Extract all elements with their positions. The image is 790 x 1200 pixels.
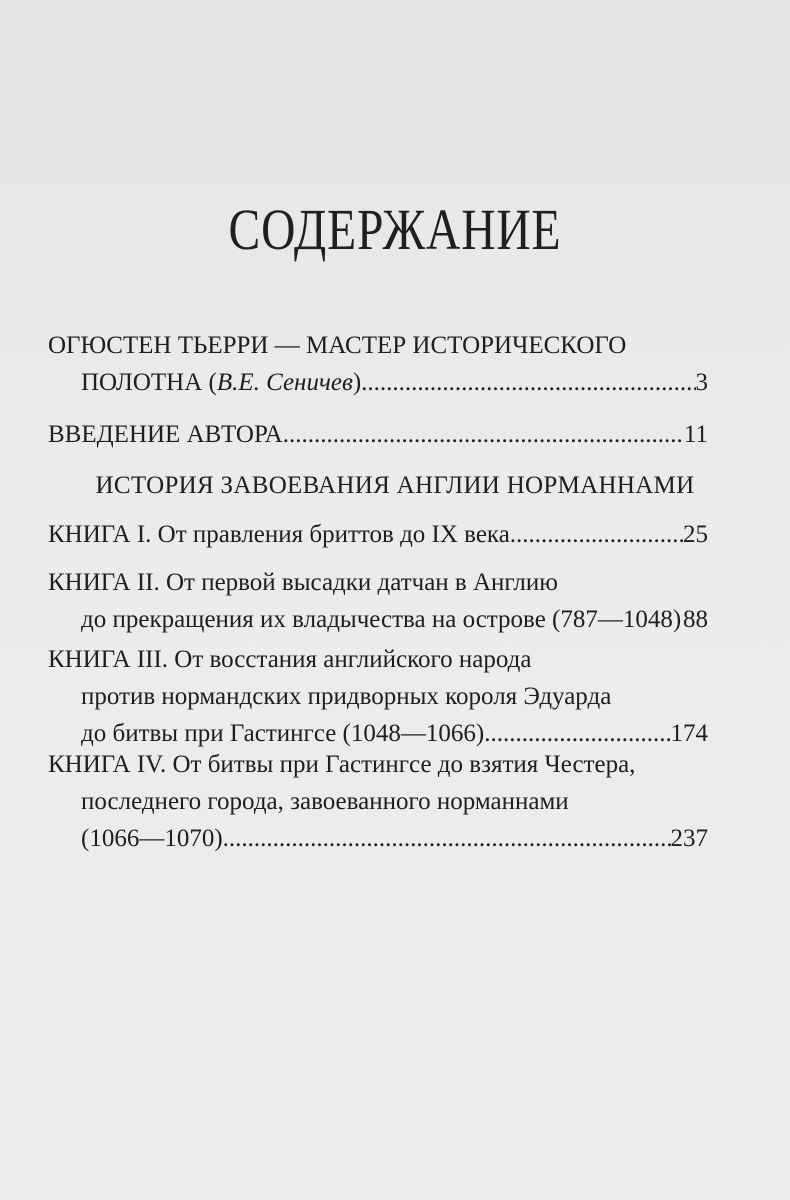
toc-text: до битвы при Гастингсе (1048—1066) xyxy=(81,720,485,747)
toc-line xyxy=(48,746,708,783)
toc-author: В.Е. Сеничев xyxy=(216,369,353,396)
toc-page-number: 174 xyxy=(670,720,708,747)
toc-line xyxy=(48,516,708,553)
toc-entry xyxy=(48,564,708,638)
toc-page-number: 11 xyxy=(683,421,708,448)
toc-text: ВВЕДЕНИЕ АВТОРА xyxy=(48,421,283,448)
toc-line xyxy=(48,783,708,820)
toc-text: КНИГА IV. От битвы при Гастингсе до взятия Честера, xyxy=(48,751,636,778)
toc-leader-dots xyxy=(361,364,695,401)
toc-page-number: 25 xyxy=(683,521,708,548)
toc-text xyxy=(81,364,361,401)
toc-line xyxy=(48,641,708,678)
toc-page-number: 88 xyxy=(683,606,708,633)
toc-line xyxy=(48,327,708,364)
toc-text: КНИГА III. От восстания английского народа xyxy=(48,646,532,673)
toc-entry xyxy=(48,641,708,752)
toc-text: КНИГА II. От первой высадки датчан в Англию xyxy=(48,569,558,596)
page-title: СОДЕРЖАНИЕ xyxy=(228,197,562,262)
toc-text: против нормандских придворных короля Эдуарда xyxy=(81,683,612,710)
toc-page-number: 3 xyxy=(695,369,708,396)
section-heading: ИСТОРИЯ ЗАВОЕВАНИЯ АНГЛИИ НОРМАННАМИ xyxy=(95,472,695,499)
toc-line xyxy=(48,601,708,638)
toc-text-part: ПОЛОТНА ( xyxy=(81,369,217,396)
toc-leader-dots xyxy=(283,416,684,453)
toc-entry xyxy=(48,746,708,857)
toc-line xyxy=(48,564,708,601)
toc-text: до прекращения их владычества на острове (787—1048) xyxy=(81,606,682,633)
toc-entry xyxy=(48,516,708,553)
toc-leader-dots xyxy=(223,820,671,857)
toc-text: КНИГА I. От правления бриттов до IX века xyxy=(48,521,510,548)
toc-text-part: ) xyxy=(352,369,362,396)
toc-leader-dots xyxy=(510,516,683,553)
toc-line xyxy=(48,364,708,401)
toc-text: ОГЮСТЕН ТЬЕРРИ — МАСТЕР ИСТОРИЧЕСКОГО xyxy=(48,332,627,359)
toc-page-number: 237 xyxy=(670,825,708,852)
toc-entry xyxy=(48,416,708,453)
toc-line xyxy=(48,416,708,453)
toc-text: последнего города, завоеванного норманнами xyxy=(81,788,569,815)
toc-text: (1066—1070) xyxy=(81,825,223,852)
toc-entry xyxy=(48,327,708,401)
toc-line xyxy=(48,820,708,857)
toc-line xyxy=(48,678,708,715)
